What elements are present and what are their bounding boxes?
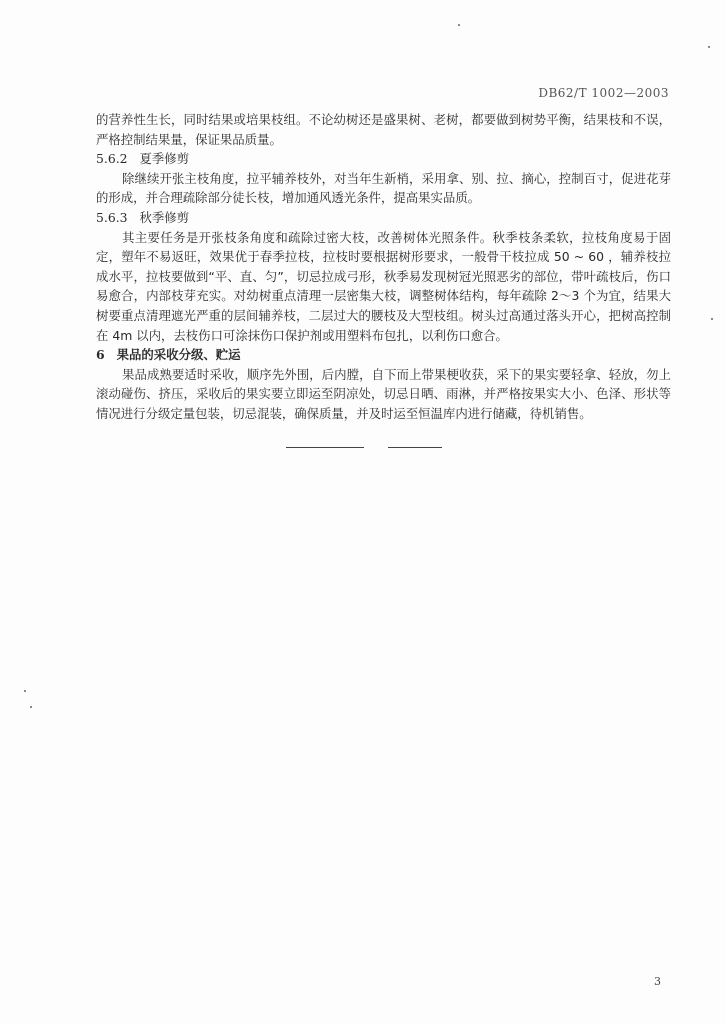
standard-code: DB62/T 1002—2003 [538, 86, 669, 100]
paragraph-autumn-pruning: 其主要任务是开张枝条角度和疏除过密大枝，改善树体光照条件。秋季枝条柔软，拉枝角度易于固定，塑年不易返旺，效果优于春季拉枝，拉枝时要根据树形要求，一般骨干枝拉成 50 ~ 60 ，辅养枝拉成水平，拉枝要做到“平、直、匀”，切忌拉成弓形，秋季易发现树冠光照恶劣的部位，带叶疏枝后，伤口易愈合，内部枝芽充实。对幼树重点清理一层密集大枝，调整树体结构，每年疏除 2～3 个为宜，结果大树要重点清理遮光严重的层间辅养枝，二层过大的腰枝及大型枝组。树头过高通过落头开心，把树高控制在 4m 以内，去枝伤口可涂抹伤口保护剂或用塑料布包扎，以利伤口愈合。 [96, 229, 671, 343]
rule-gap [364, 446, 388, 449]
scan-speck [711, 318, 713, 320]
section-number: 5.6.2 [96, 151, 128, 167]
page-number: 3 [654, 975, 661, 988]
section-title: 夏季修剪 [139, 151, 190, 167]
section-number: 6 [96, 347, 105, 363]
paragraph-summer-pruning: 除继续开张主枝角度，拉平辅养枝外，对当年生新梢，采用拿、别、拉、摘心，控制百寸，促进花芽的形成，并合理疏除部分徒长枝，增加通风透光条件，提高果实品质。 [96, 170, 671, 206]
scan-speck [24, 690, 26, 692]
section-number: 5.6.3 [96, 209, 128, 225]
scan-speck [458, 24, 460, 26]
scan-speck [30, 706, 32, 708]
document-body [96, 110, 671, 424]
section-heading-5-6-3 [96, 208, 671, 228]
section-title: 秋季修剪 [139, 209, 190, 225]
scan-speck [708, 46, 710, 48]
section-title: 果品的采收分级、贮运 [116, 347, 241, 363]
section-heading-6 [96, 345, 671, 365]
section-heading-5-6-2 [96, 149, 671, 169]
paragraph-growth-balance: 的营养性生长，同时结果或培果枝组。不论幼树还是盛果树、老树，都要做到树势平衡，结果枝和不误，严格控制结果量，保证果品质量。 [96, 112, 671, 147]
end-of-text-rule [286, 447, 442, 448]
paragraph-harvest-grading: 果品成熟要适时采收，顺序先外围，后内膛，自下而上带果梗收获，采下的果实要轻拿、轻放，勿上滚动碰伤、挤压，采收后的果实要立即运至阴凉处，切忌日晒、雨淋，并严格按果实大小、色泽、形状等情况进行分级定量包装，切忌混装，确保质量，并及时运至恒温库内进行储藏，待机销售。 [96, 366, 671, 421]
